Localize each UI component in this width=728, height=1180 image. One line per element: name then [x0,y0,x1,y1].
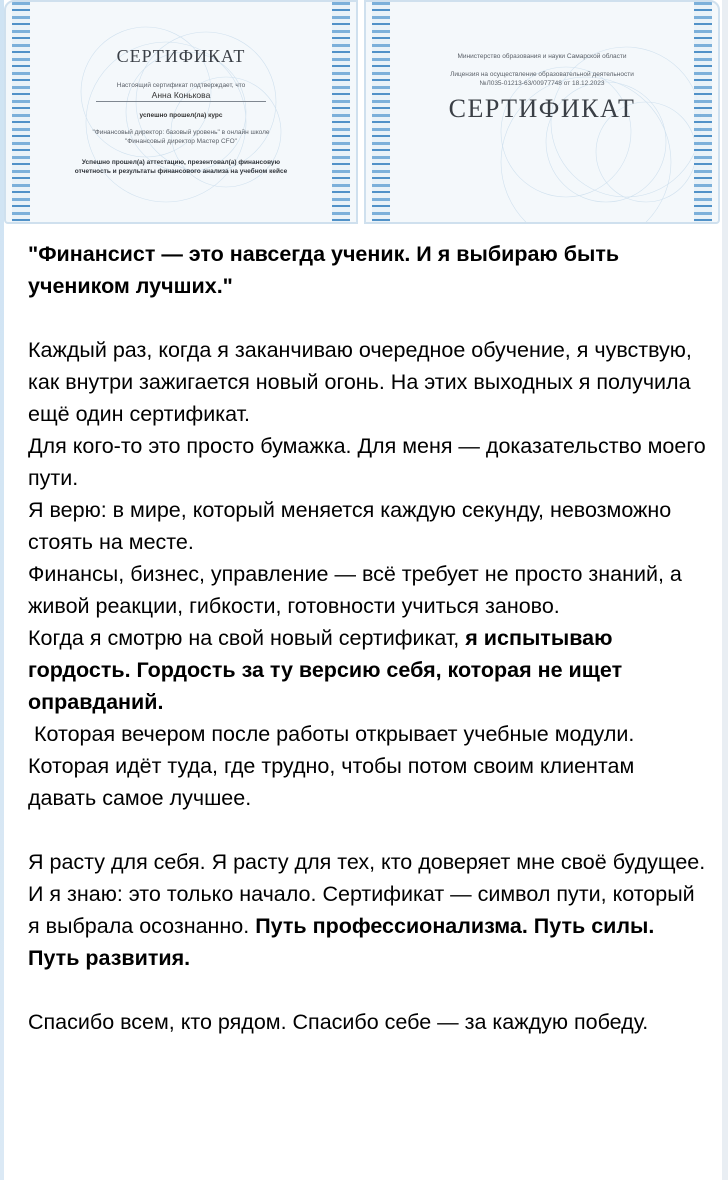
post-paragraph-4: Финансы, бизнес, управление — всё требует не просто знаний, а живой реакции, гибкости, готовности учиться заново. [28,562,682,618]
certificate-right-license-1: Лицензия на осуществление образовательной деятельности [450,71,634,78]
message-post [4,0,722,1180]
decorative-border-right [332,2,350,222]
post-paragraph-8: Спасибо всем, кто рядом. Спасибо себе — за каждую победу. [28,1010,649,1034]
certificate-left-intro: Настоящий сертификат подтверждает, что [116,82,246,89]
certificate-left-title: СЕРТИФИКАТ [116,46,246,66]
decorative-border-right [694,2,712,222]
certificate-left-course-intro: успешно прошел(ла) курс [139,112,223,119]
decorative-border-left [372,2,390,222]
certificate-left-course-2: "Финансовый директор Мастер CFO" [124,138,237,145]
chat-right-rail [722,0,728,1180]
post-paragraph-5: Когда я смотрю на свой новый сертификат, я испытываю гордость. Гордость за ту версию себя, которая не ищет оправданий. [28,626,623,714]
certificate-left-result-2: отчетность и результаты финансового анализа на учебном кейсе [74,168,288,175]
certificate-image-right[interactable] [364,0,720,224]
certificate-images [4,0,722,228]
decorative-border-left [12,2,30,222]
certificate-left-body [36,2,326,222]
post-text [28,238,708,1038]
certificate-right-title: СЕРТИФИКАТ [448,94,636,123]
certificate-left-course-1: "Финансовый директор: базовый уровень" в онлайн школе [92,129,270,136]
certificate-left-result-1: Успешно прошел(а) аттестацию, презентовал(а) финансовую [81,159,281,166]
post-quote: "Финансист — это навсегда ученик. И я выбираю быть учеником лучших." [28,242,620,298]
certificate-right-license-2: №Л035-01213-63/00977748 от 18.12.2023 [479,80,605,87]
post-paragraph-7: Я расту для себя. Я расту для тех, кто доверяет мне своё будущее. И я знаю: это только начало. Сертификат — символ пути, который я выбрала осознанно. Путь профессионализма. Путь силы. Путь развития. [28,850,706,970]
post-paragraph-3: Я верю: в мире, который меняется каждую секунду, невозможно стоять на месте. [28,498,672,554]
post-paragraph-2: Для кого-то это просто бумажка. Для меня — доказательство моего пути. [28,434,706,490]
certificate-image-left[interactable] [4,0,358,224]
certificate-left-name: Анна Конькова [96,90,266,102]
certificate-right-body [396,52,688,222]
post-paragraph-1: Каждый раз, когда я заканчиваю очередное обучение, я чувствую, как внутри зажигается новый огонь. На этих выходных я получила ещё один сертификат. [28,338,692,426]
certificate-right-ministry: Министерство образования и науки Самарской области [457,53,627,60]
post-paragraph-6: Которая вечером после работы открывает учебные модули. Которая идёт туда, где трудно, чтобы потом своим клиентам давать самое лучшее. [28,722,641,810]
